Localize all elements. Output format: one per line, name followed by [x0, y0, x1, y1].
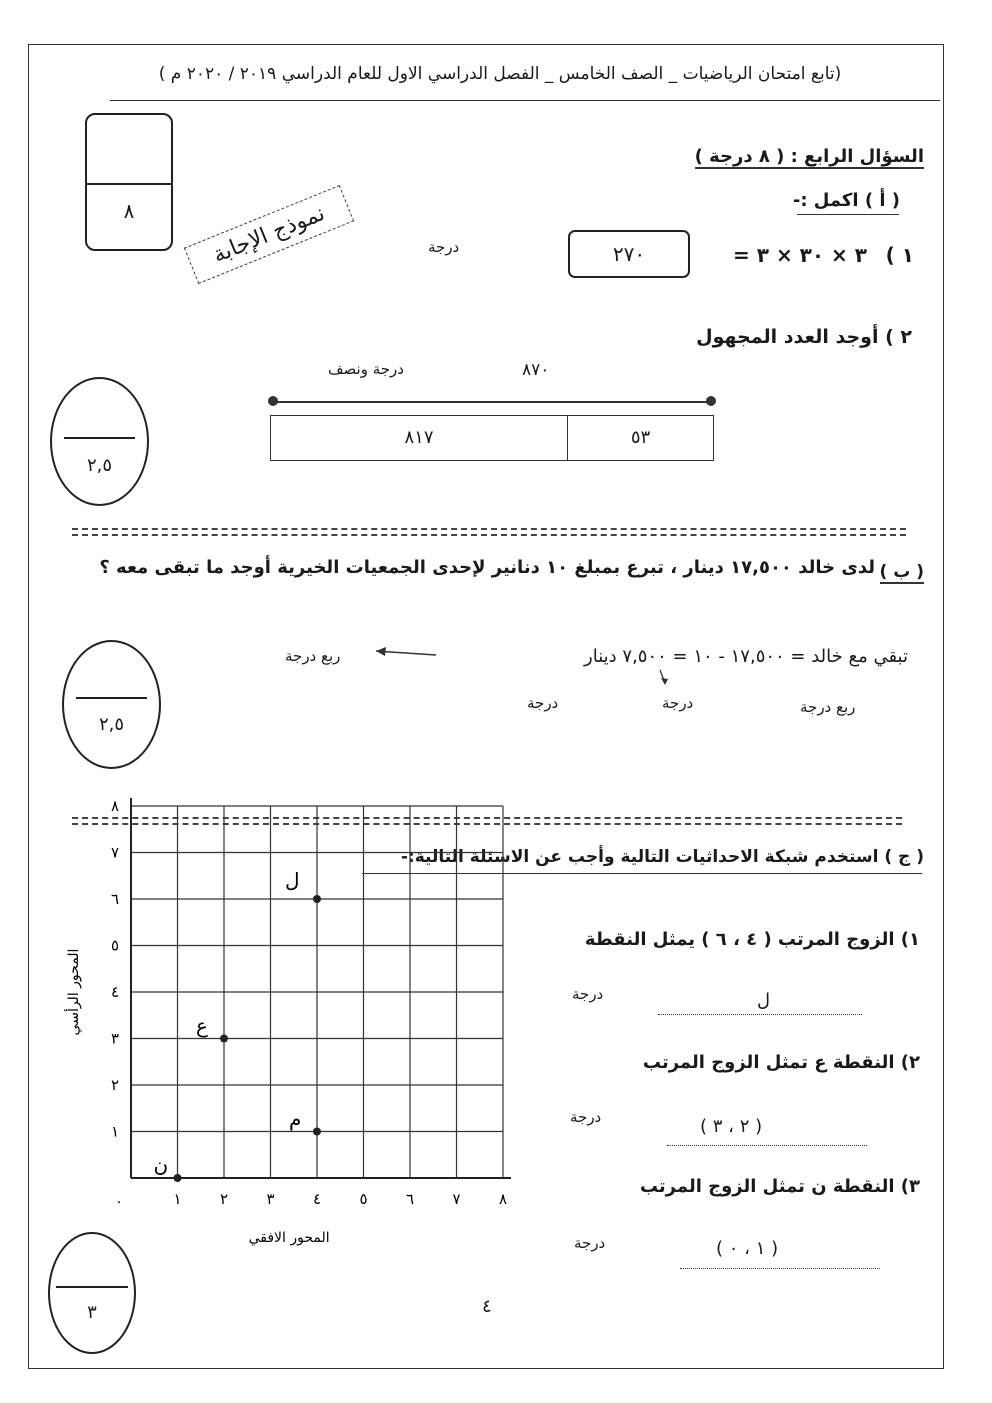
part-c-underline [362, 873, 922, 874]
origin-label: ٠ [115, 1194, 123, 1210]
question-title: السؤال الرابع : ( ٨ درجة ) [694, 146, 924, 167]
y-tick-label: ١ [110, 1122, 120, 1141]
answer-key-stamp: نموذج الإجابة [184, 185, 354, 284]
part-c-a3-line [680, 1268, 880, 1269]
x-tick-label: ٥ [359, 1190, 368, 1208]
part-a-underline [797, 214, 899, 215]
coordinate-grid [60, 797, 530, 1260]
y-axis-title: المحور الرأسي [66, 948, 82, 1036]
arrow-icon [368, 646, 438, 662]
y-tick-label: ٥ [110, 936, 120, 955]
point-label: ع [196, 1013, 208, 1038]
mark-quarter-left: ربع درجة [285, 647, 341, 665]
point-label: ن [153, 1153, 169, 1177]
part-c-score-oval [48, 1232, 136, 1354]
bar-model [270, 415, 714, 461]
part-b-label: ( ب ) [879, 562, 924, 582]
part-c-q2: ٢) النقطة ع تمثل الزوج المرتب [642, 1052, 920, 1073]
part-c-m1: درجة [572, 985, 604, 1003]
y-tick-label: ٢ [110, 1076, 120, 1094]
part-c-a2: ( ٢ ، ٣ ) [700, 1116, 763, 1137]
bar-model-left-cell: ٨١٧ [271, 416, 568, 460]
item1-expression: ٣ × ٣٠ × ٣ = [733, 243, 867, 267]
page-number: ٤ [482, 1296, 492, 1317]
total-score-box [85, 113, 173, 251]
x-tick-label: ٨ [498, 1190, 508, 1208]
part-c-m3: درجة [574, 1234, 606, 1252]
part-b-score: ٢,٥ [98, 714, 125, 735]
header-rule [110, 100, 940, 101]
mark-one-a: درجة [662, 694, 694, 712]
part-c-q1: ١) الزوج المرتب ( ٤ ، ٦ ) يمثل النقطة [584, 929, 920, 950]
part-c-m2: درجة [570, 1108, 602, 1126]
point-label: ل [285, 868, 300, 892]
point-label: م [289, 1106, 302, 1131]
part-c-label: ( ج ) استخدم شبكة الاحداثيات التالية وأجب عن الاسئلة التالية:- [400, 847, 924, 867]
y-tick-label: ٧ [110, 843, 120, 862]
x-axis-title: المحور الافقي [248, 1230, 330, 1246]
part-b-answer: تبقي مع خالد = ١٧,٥٠٠ - ١٠ = ٧,٥٠٠ دينار [584, 646, 908, 667]
item2-total: ٨٧٠ [522, 360, 550, 380]
y-tick-label: ٣ [110, 1029, 120, 1048]
separator-2 [72, 817, 902, 825]
part-a-score-oval [50, 377, 149, 506]
bar-model-endpoint-left [268, 396, 278, 406]
bar-model-total-line [273, 401, 711, 403]
mark-one-b: درجة [527, 694, 559, 712]
part-a-label: ( أ ) اكمل :- [792, 190, 900, 211]
point-ن [174, 1174, 182, 1182]
point-ع [220, 1035, 228, 1043]
part-b-question: لدى خالد ١٧,٥٠٠ دينار ، تبرع بمبلغ ١٠ دنانير لإحدى الجمعيات الخيرية أوجد ما تبقى معه ؟ [99, 557, 875, 578]
x-tick-label: ١ [173, 1190, 182, 1208]
y-tick-label: ٤ [110, 983, 120, 1001]
item1-answer: ٢٧٠ [612, 242, 646, 266]
item1-number: ١ ) [885, 243, 914, 267]
part-c-a3: ( ١ ، ٠ ) [716, 1238, 779, 1259]
part-c-a1-line [658, 1014, 862, 1015]
separator-1 [72, 528, 906, 536]
bar-model-endpoint-right [706, 396, 716, 406]
total-score: ٨ [123, 199, 135, 223]
x-tick-label: ٤ [312, 1190, 322, 1208]
x-tick-label: ٧ [452, 1190, 461, 1208]
point-ل [313, 895, 321, 903]
header-title: (تابع امتحان الرياضيات _ الصف الخامس _ الفصل الدراسي الاول للعام الدراسي ٢٠١٩ / ٢٠٢٠ م ) [158, 64, 842, 84]
mark-quarter-right: ربع درجة [800, 698, 856, 716]
arrow-down-icon [656, 668, 672, 688]
item1-answer-box [568, 230, 690, 278]
part-b-score-oval [62, 640, 161, 769]
x-tick-label: ٦ [405, 1190, 415, 1208]
item2-title: ٢ ) أوجد العدد المجهول [696, 326, 912, 348]
bar-model-right-cell: ٥٣ [630, 427, 651, 448]
part-a-score: ٢,٥ [86, 455, 113, 476]
point-م [313, 1128, 321, 1136]
item1-mark: درجة [428, 238, 460, 256]
x-tick-label: ٢ [219, 1190, 229, 1208]
part-c-a2-line [667, 1145, 867, 1146]
x-tick-label: ٣ [266, 1190, 275, 1208]
part-c-a1: ل [757, 990, 771, 1011]
part-c-q3: ٣) النقطة ن تمثل الزوج المرتب [639, 1176, 920, 1197]
part-c-score: ٣ [87, 1302, 97, 1323]
y-tick-label: ٦ [110, 890, 120, 908]
y-tick-label: ٨ [110, 797, 120, 815]
item2-mark: درجة ونصف [328, 360, 404, 378]
